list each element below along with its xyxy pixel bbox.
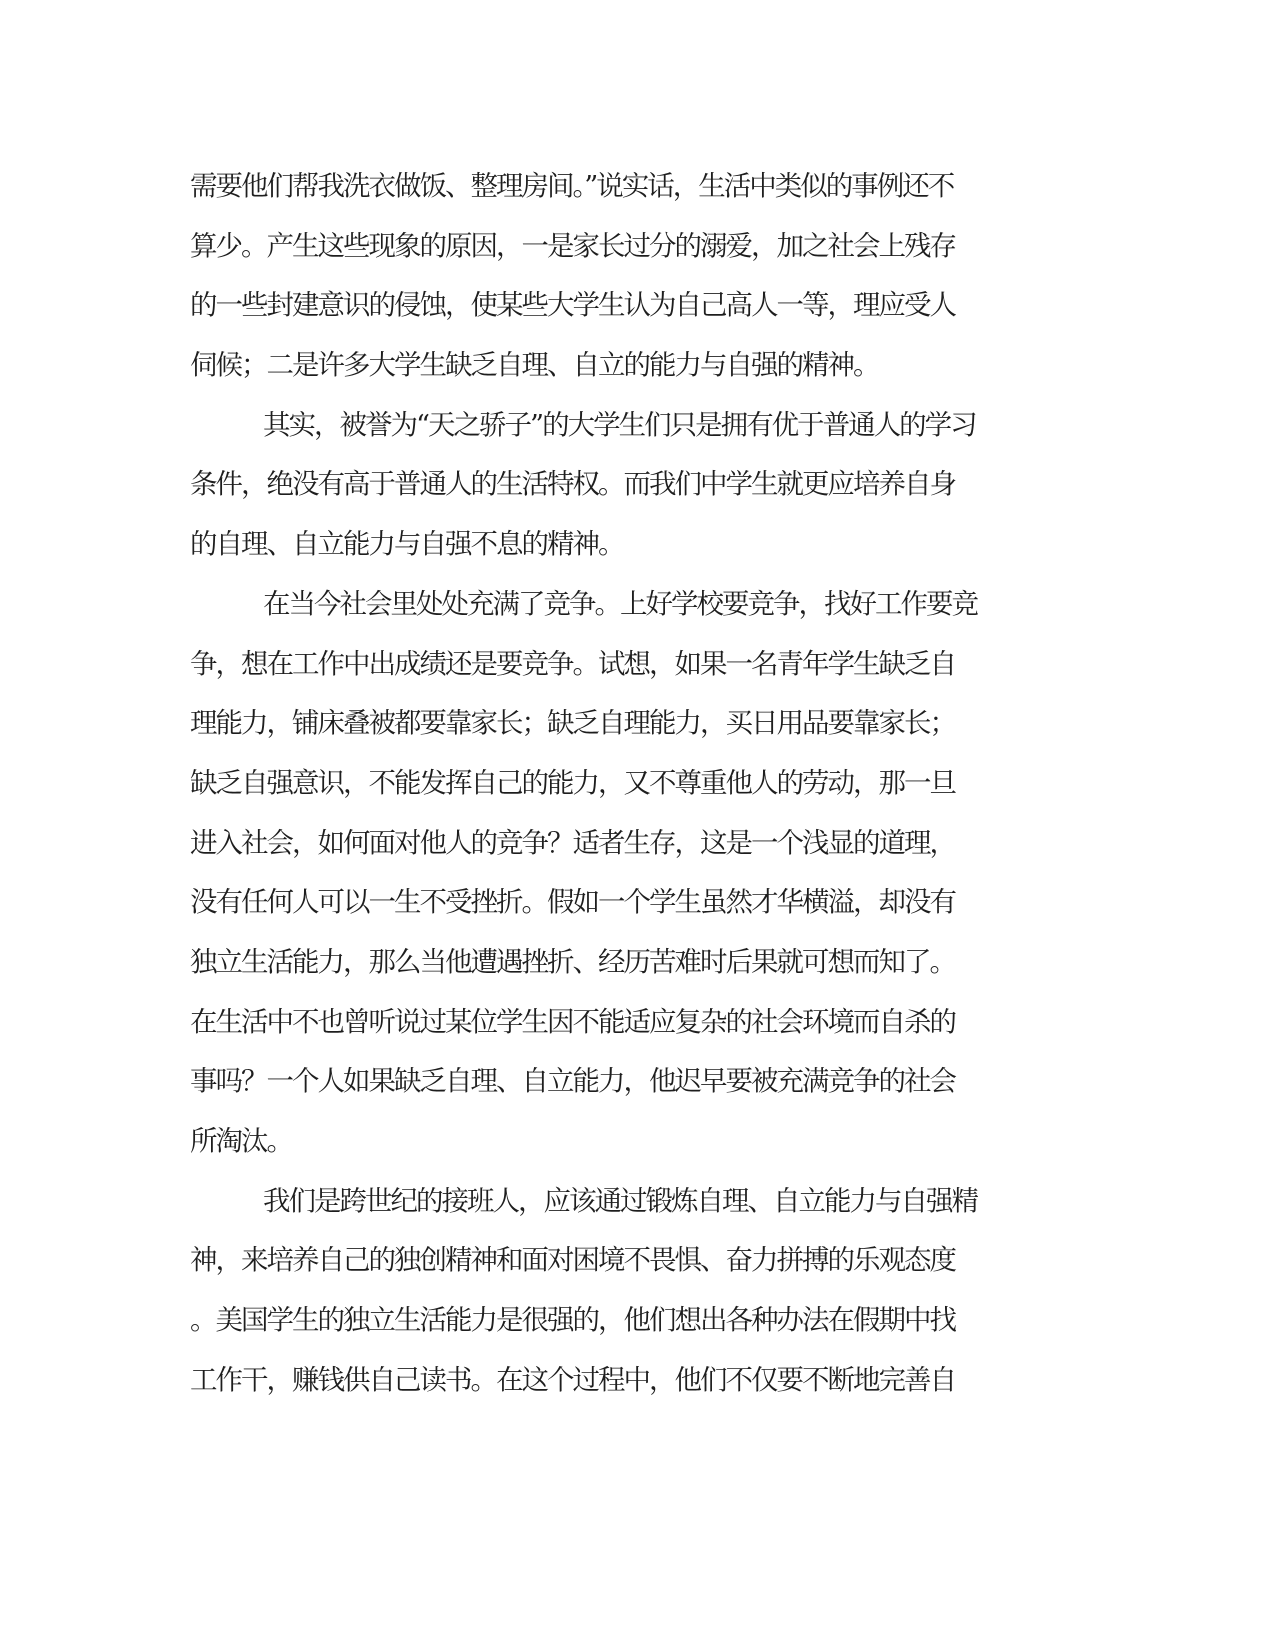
text-line: 工作干，赚钱供自己读书。在这个过程中，他们不仅要不断地完善自: [190, 1363, 955, 1396]
text-line: 所淘汰。: [190, 1125, 292, 1157]
paragraph-first-line: 在当今社会里处处充满了竞争。上好学校要竞争，找好工作要竞: [263, 587, 977, 620]
text-line: 在生活中不也曾听说过某位学生因不能适应复杂的社会环境而自杀的: [190, 1005, 955, 1038]
text-line: 神，来培养自己的独创精神和面对困境不畏惧、奋力拼搏的乐观态度: [190, 1244, 955, 1277]
text-line: 条件，绝没有高于普通人的生活特权。而我们中学生就更应培养自身: [190, 468, 955, 501]
text-line: 缺乏自强意识，不能发挥自己的能力，又不尊重他人的劳动，那一旦: [190, 766, 955, 799]
text-line: 的一些封建意识的侵蚀，使某些大学生认为自己高人一等，理应受人: [190, 289, 955, 322]
text-line: 独立生活能力，那么当他遭遇挫折、经历苦难时后果就可想而知了。: [190, 945, 955, 978]
text-line: 算少。产生这些现象的原因，一是家长过分的溺爱，加之社会上残存: [190, 229, 955, 262]
document-body: [190, 157, 1070, 1410]
text-line: 需要他们帮我洗衣做饭、整理房间。”说实话，生活中类似的事例还不: [190, 170, 954, 202]
text-line: 理能力，铺床叠被都要靠家长；缺乏自理能力，买日用品要靠家长；: [190, 707, 955, 740]
paragraph-first-line: 其实，被誉为“天之骄子”的大学生们只是拥有优于普通人的学习: [263, 408, 976, 441]
paragraph-first-line: 我们是跨世纪的接班人，应该通过锻炼自理、自立能力与自强精: [263, 1184, 977, 1217]
text-line: 事吗？一个人如果缺乏自理、自立能力，他迟早要被充满竞争的社会: [190, 1065, 955, 1098]
text-line: 的自理、自立能力与自强不息的精神。: [190, 528, 624, 561]
text-line: 伺候；二是许多大学生缺乏自理、自立的能力与自强的精神。: [190, 349, 879, 382]
text-line: 没有任何人可以一生不受挫折。假如一个学生虽然才华横溢，却没有: [190, 886, 955, 919]
text-line: 。美国学生的独立生活能力是很强的，他们想出各种办法在假期中找: [190, 1304, 955, 1337]
text-line: 争，想在工作中出成绩还是要竞争。试想，如果一名青年学生缺乏自: [190, 647, 955, 680]
text-line: 进入社会，如何面对他人的竞争？适者生存，这是一个浅显的道理，: [190, 826, 955, 859]
